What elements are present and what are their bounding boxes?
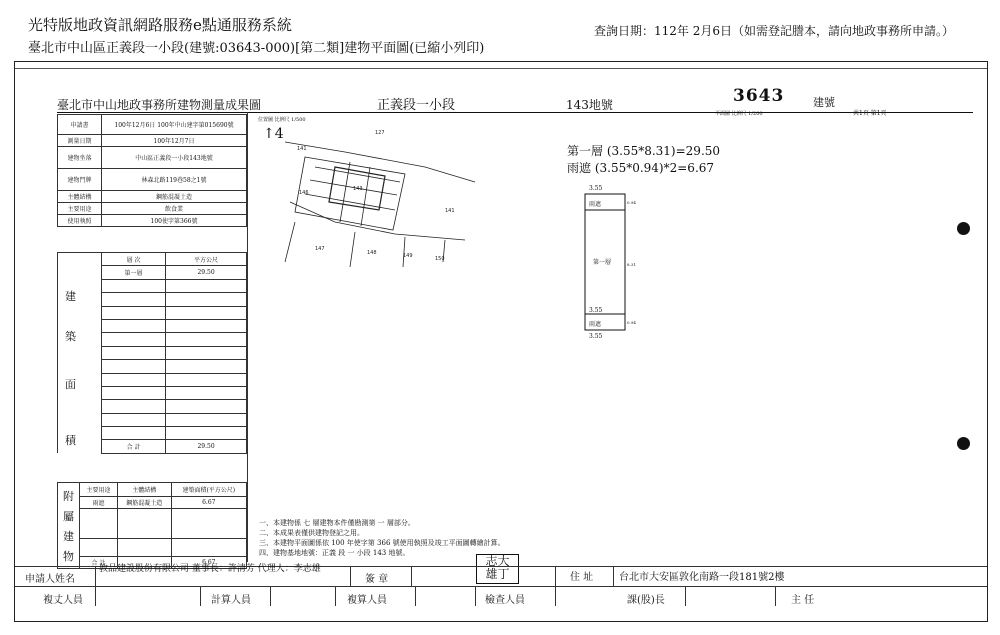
svg-text:3.55: 3.55 (589, 333, 603, 340)
director-label: 主 任 (791, 595, 815, 606)
floor-total: 29.50 (166, 440, 247, 453)
aux-building-table: 主要用途 主體結構 建築面積(平方公尺) 雨遮 鋼筋混凝土造 6.67 合 計 6.67 (57, 482, 247, 569)
floor-row-layer: 第一層 (102, 266, 166, 279)
svg-text:第一層: 第一層 (593, 259, 612, 266)
svg-text:雨遮: 雨遮 (589, 321, 602, 328)
inspector-label: 檢查人員 (485, 595, 525, 606)
site-plan (275, 122, 485, 272)
header-title: 光特版地政資訊網路服務e點通服務系統 (28, 16, 292, 34)
svg-text:146: 146 (299, 190, 309, 196)
lot-number: 143地號 (566, 98, 613, 112)
calc-floor1: 第一層 (3.55*8.31)=29.50 (567, 144, 721, 158)
aux-area: 6.67 (171, 497, 246, 509)
checker-label: 複丈人員 (43, 595, 83, 606)
svg-text:127: 127 (375, 130, 385, 136)
official-stamp: 志大 雄丁 (476, 554, 519, 584)
floor-area-table: 層 次 平方公尺 第一層 29.50 合 計 29.50 (57, 252, 247, 454)
punch-hole-icon (957, 222, 970, 235)
svg-text:150: 150 (435, 256, 445, 262)
survey-sheet: 臺北市中山地政事務所建物測量成果圖 正義段一小段 143地號 3643 建號 平面圖 比例尺 1/200 共1頁 第1頁 申請書 100年12月6日 100年中山建字第015690號 測量日期 100年12月7日 建物坐落 中山區正義段一小段143地號 建物門牌 林森北路119巷58之1號 主體結構 鋼筋混凝土造 主要用途 飲食業 使用執照 100使字第366號 層 次 平方公尺 第一層 29.50 合 計 29.50 主要用途 主體結構 建築面積(平方公尺) 雨遮 鋼筋混凝土造 6.67 合 計 6.67 建 築 面 積 附 屬 建 物 位置圖 比例尺 1/500 ↑4 127 141 143 146 141 147 148 149 150 第一層 (3.55*8.31)=29.50 雨遮 (3.55*0.94)*2=6.67 3.55 雨遮 0.94 第一層 8.31 3.55 雨遮 0.94 3.55 一、本建物係 七 層建物本件僅勘測第 一 層部分。 二、本成果表僅供建物登記之用。 三、本建物平面圖係依 100 年使字第 366 號使用執照及竣工平面圖轉繪計算。 四、建物基地地號：正義 段 一 小段 143 地號。 志大 雄丁 申請人姓名 敦品建設股份有限公司 董事長：許清芳 代理人：李志雄 簽 章 住 址 台北市大安區敦化南路一段181號2樓 複丈人員 計算人員 複算人員 檢查人員 課(股)長 主 任 (14, 61, 988, 622)
chief-label: 課(股)長 (627, 595, 665, 606)
building-number: 3643 (733, 86, 785, 106)
applicant-value: 敦品建設股份有限公司 董事長：許清芳 代理人：李志雄 (99, 564, 321, 574)
applicant-label: 申請人姓名 (25, 574, 75, 585)
svg-text:141: 141 (297, 146, 307, 152)
address-label: 住 址 (570, 572, 594, 583)
svg-text:3.55: 3.55 (589, 185, 603, 192)
notes: 一、本建物係 七 層建物本件僅勘測第 一 層部分。 二、本成果表僅供建物登記之用。 三、本建物平面圖係依 100 年使字第 366 號使用執照及竣工平面圖轉繪計算。 四、建物基地地號：正義 段 一 小段 143 地號。 (259, 519, 505, 557)
svg-text:149: 149 (403, 253, 413, 259)
north-arrow-icon: ↑4 (263, 126, 284, 142)
section-name: 正義段一小段 (377, 98, 456, 113)
info-table: 申請書 100年12月6日 100年中山建字第015690號 測量日期 100年12月7日 建物坐落 中山區正義段一小段143地號 建物門牌 林森北路119巷58之1號 主體結構 鋼筋混凝土造 主要用途 飲食業 使用執照 100使字第366號 (57, 114, 247, 227)
aux-total: 6.67 (171, 557, 246, 569)
query-date: 查詢日期：112年 2月6日（如需登記謄本，請向地政事務所申請。） (594, 24, 954, 38)
svg-text:0.94: 0.94 (627, 200, 636, 205)
svg-text:0.94: 0.94 (627, 320, 636, 325)
reviewer-label: 複算人員 (347, 595, 387, 606)
office-title: 臺北市中山地政事務所建物測量成果圖 (57, 98, 262, 112)
calc-canopy: 雨遮 (3.55*0.94)*2=6.67 (567, 161, 715, 175)
svg-text:147: 147 (315, 246, 325, 252)
seal-label: 簽 章 (365, 574, 389, 585)
svg-text:3.55: 3.55 (589, 307, 603, 314)
svg-text:8.31: 8.31 (627, 262, 636, 267)
page-label: 共1頁 第1頁 (853, 110, 887, 117)
site-plan-scale: 位置圖 比例尺 1/500 (258, 117, 306, 123)
address-value: 台北市大安區敦化南路一段181號2樓 (619, 572, 785, 583)
plan-scale-label: 平面圖 比例尺 1/200 (715, 111, 763, 117)
header-subtitle: 臺北市中山區正義段一小段(建號:03643-000)[第二類]建物平面圖(已縮小列印) (28, 41, 485, 56)
calculator-label: 計算人員 (211, 595, 251, 606)
svg-text:143: 143 (353, 186, 363, 192)
building-label: 建號 (813, 96, 835, 109)
svg-text:148: 148 (367, 250, 377, 256)
svg-text:141: 141 (445, 208, 455, 214)
floor-plan (575, 184, 645, 344)
floor-row-area: 29.50 (166, 266, 247, 279)
punch-hole-icon (957, 437, 970, 450)
svg-text:雨遮: 雨遮 (589, 201, 602, 208)
